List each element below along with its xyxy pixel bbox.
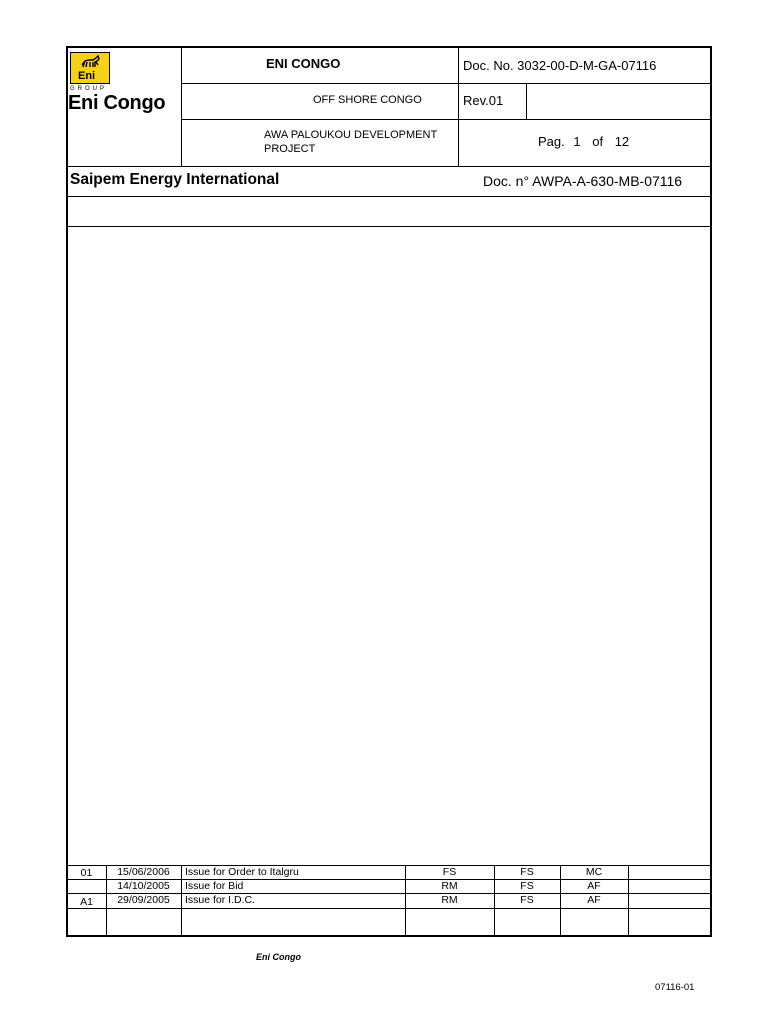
revision-table-line [67,908,712,909]
footer-company: Eni Congo [256,952,301,962]
revision-number: 01 [80,867,93,879]
logo-group-text: GROUP [70,86,108,92]
revision-approved: AF [587,894,601,906]
project-title-line2: PROJECT [264,143,316,155]
doc-number: Doc. No. 3032-00-D-M-GA-07116 [463,58,657,73]
logo-eni-text: Eni [78,70,96,82]
header-divider [67,166,712,167]
revision-prepared: RM [441,894,458,906]
page-total: 12 [614,134,630,149]
revision-table-line [181,865,182,936]
company-name: ENI CONGO [266,56,341,71]
revision-label: Rev.01 [463,93,504,108]
eni-logo [70,52,110,84]
revision-prepared: FS [442,866,457,878]
footer-doc-code: 07116-01 [655,982,695,993]
header-divider [458,47,459,166]
header-divider [181,119,712,120]
revision-table-line [628,865,629,936]
page-indicator [538,134,629,149]
contractor-doc-number: Doc. n° AWPA-A-630-MB-07116 [483,173,683,189]
revision-checked: FS [520,880,534,892]
project-title-line1: AWA PALOUKOU DEVELOPMENT [264,129,438,141]
revision-number: A1 [80,896,93,908]
header-divider [67,226,712,227]
header-divider [181,83,712,84]
header-divider [181,47,182,166]
page-of: of [592,134,604,149]
header-divider [526,83,527,119]
revision-prepared: RM [441,880,458,892]
location-label: OFF SHORE CONGO [313,94,422,106]
revision-description: Issue for Order to Italgru [185,866,299,878]
revision-approved: MC [585,866,603,878]
page-label: Pag. [538,134,565,149]
revision-checked: FS [520,894,534,906]
contractor-name: Saipem Energy International [70,171,280,188]
page-number: 1 [573,134,581,149]
logo-eni-congo: Eni Congo [68,92,166,114]
six-legged-dog-icon [81,55,101,69]
revision-approved: AF [587,880,601,892]
revision-date: 15/06/2006 [117,866,170,878]
revision-checked: FS [520,866,534,878]
revision-description: Issue for Bid [185,880,244,892]
revision-date: 14/10/2005 [117,880,170,892]
project-title [264,128,437,156]
revision-description: Issue for I.D.C. [185,894,256,906]
header-divider [67,196,712,197]
revision-date: 29/09/2005 [117,894,170,906]
